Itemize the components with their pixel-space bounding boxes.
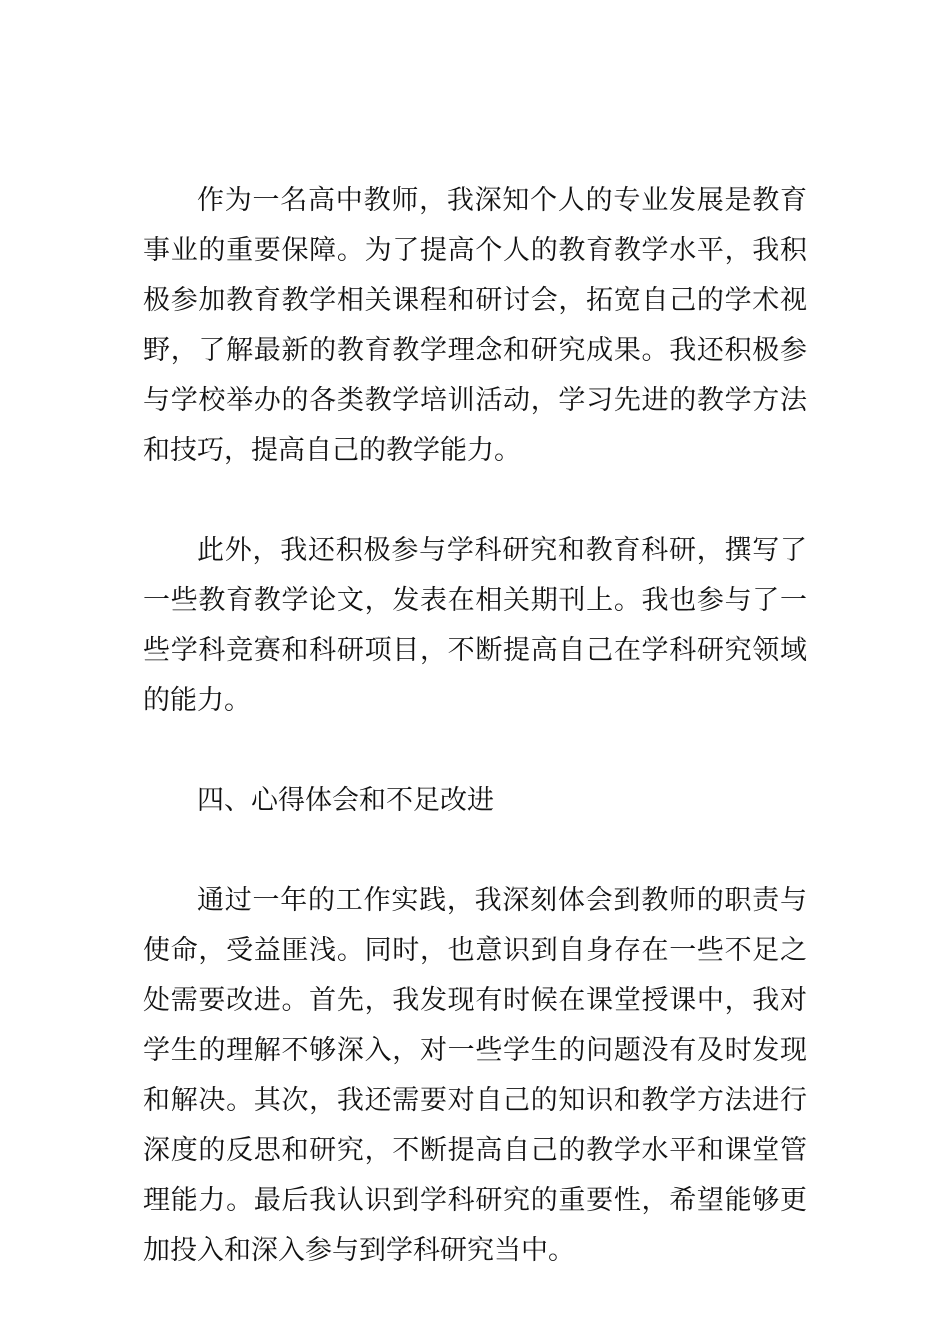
section-heading: 四、心得体会和不足改进 xyxy=(197,785,494,816)
paragraph-reflection: 通过一年的工作实践，我深刻体会到教师的职责与使命，受益匪浅。同时，也意识到自身存在一些不足之处需要改进。首先，我发现有时候在课堂授课中，我对学生的理解不够深入，对一些学生的问题没有及时发现和解决。其次，我还需要对自己的知识和教学方法进行深度的反思和研究，不断提高自己的教学水平和课堂管理能力。最后我认识到学科研究的重要性，希望能够更加投入和深入参与到学科研究当中。 xyxy=(143,885,807,1266)
paragraph-spacer xyxy=(143,826,807,876)
paragraph-spacer xyxy=(143,476,807,526)
paragraph-professional-development: 作为一名高中教师，我深知个人的专业发展是教育事业的重要保障。为了提高个人的教育教学水平，我积极参加教育教学相关课程和研讨会，拓宽自己的学术视野，了解最新的教育教学理念和研究成果。我还积极参与学校举办的各类教学培训活动，学习先进的教学方法和技巧，提高自己的教学能力。 xyxy=(143,185,807,466)
paragraph-spacer xyxy=(143,726,807,776)
document-body xyxy=(143,176,807,1276)
paragraph-research: 此外，我还积极参与学科研究和教育科研，撰写了一些教育教学论文，发表在相关期刊上。我也参与了一些学科竞赛和科研项目，不断提高自己在学科研究领域的能力。 xyxy=(143,535,807,716)
